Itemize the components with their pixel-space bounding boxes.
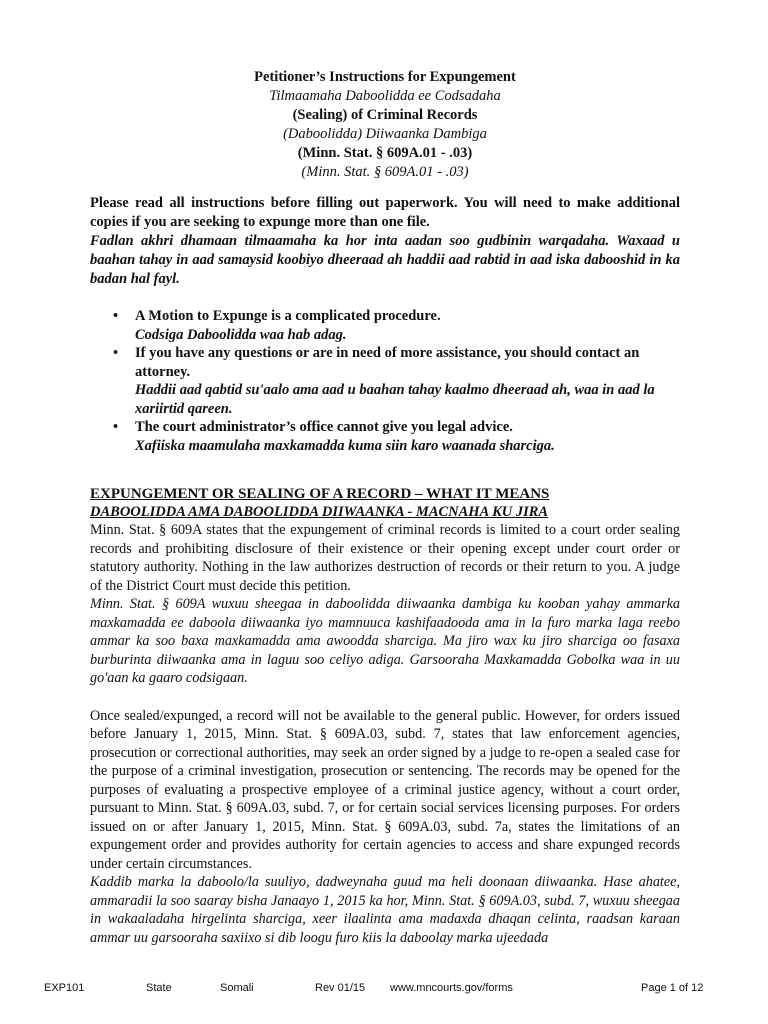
footer-url[interactable]: www.mncourts.gov/forms xyxy=(390,982,513,994)
bullet-english: A Motion to Expunge is a complicated procedure. xyxy=(135,308,441,324)
footer-revision: Rev 01/15 xyxy=(315,982,366,994)
instruction-bullets xyxy=(90,307,680,455)
subtitle-somali: (Daboolidda) Diiwaanka Dambiga xyxy=(283,126,487,142)
section-title-somali: DABOOLIDDA AMA DABOOLIDDA DIIWAANKA - MACNAHA KU JIRA xyxy=(90,504,549,520)
footer-state: State xyxy=(146,982,172,994)
footer-language: Somali xyxy=(220,982,254,994)
intro-paragraph xyxy=(90,194,680,289)
bullet-item xyxy=(113,344,680,418)
footer-form-code: EXP101 xyxy=(44,982,85,994)
title-english: Petitioner’s Instructions for Expungement xyxy=(254,69,516,85)
bullet-item xyxy=(113,307,680,344)
bullet-icon: • xyxy=(113,345,119,361)
bullet-icon: • xyxy=(113,419,119,435)
paragraph-1-english: Minn. Stat. § 609A states that the expungement of criminal records is limited to a court order sealing records and prohibiting disclosure of their existence or their opening except under court order or statutory authority. Nothing in the law authorizes destruction of records or their return to you. A judge of the District Court must decide this petition. xyxy=(90,522,680,594)
section-title-english: EXPUNGEMENT OR SEALING OF A RECORD – WHAT IT MEANS xyxy=(90,486,550,502)
statute-somali: (Minn. Stat. § 609A.01 - .03) xyxy=(301,164,469,180)
document-page xyxy=(90,68,680,947)
intro-somali: Fadlan akhri dhamaan tilmaamaha ka hor inta aadan soo gudbinin warqadaha. Waxaad u baahan tahay in aad samaysid koobiyo dheeraad ah haddii aad rabtid in aad iska dabooshid in ka badan hal fayl. xyxy=(90,233,680,287)
page-footer xyxy=(0,982,768,1002)
bullet-english: If you have any questions or are in need of more assistance, you should contact an attorney. xyxy=(135,345,640,380)
footer-page-number: Page 1 of 12 xyxy=(641,982,704,994)
subtitle-english: (Sealing) of Criminal Records xyxy=(292,107,478,123)
bullet-somali: Codsiga Daboolidda waa hab adag. xyxy=(135,326,347,343)
bullet-item xyxy=(113,418,680,455)
intro-english: Please read all instructions before filling out paperwork. You will need to make additional copies if you are seeking to expunge more than one file. xyxy=(90,195,680,230)
bullet-somali: Haddii aad qabtid su'aalo ama aad u baahan tahay kaalmo dheeraad ah, waa in aad la xariirtid qareen. xyxy=(135,382,655,417)
document-header xyxy=(90,68,680,182)
paragraph-spacer xyxy=(90,688,680,707)
paragraph-2-somali: Kaddib marka la daboolo/la suuliyo, dadweynaha guud ma heli doonaan diiwaanka. Hase ahatee, ammaradii la soo saaray bisha Janaayo 1, 2015 ka hor, Minn. Stat. § 609A.03, subd. 7, wuxuu sheegaa in wakaaladaha hirgelinta sharciga, xeer ilaalinta ama madaxda dhaqan celinta, raadsan karaan ammar uu garsooraha saxiixo si dib loogu furo kiis la daboolay marka ujeedada xyxy=(90,874,680,946)
paragraph-2-english: Once sealed/expunged, a record will not be available to the general public. However, for orders issued before January 1, 2015, Minn. Stat. § 609A.03, subd. 7, states that law enforcement agencies, prosecution or correctional authorities, may seek an order signed by a judge to re-open a sealed case for the purpose of a criminal investigation, prosecution or sentencing. The records may be opened for the purposes of evaluating a prospective employee of a criminal justice agency, without a court order, pursuant to Minn. Stat. § 609A.03, subd. 7, or for certain social services licensing purposes. For orders issued on or after January 1, 2015, Minn. Stat. § 609A.03, subd. 7a, states the limitations of an expungement order and provides authority for certain agencies to access and share expunged records under certain circumstances. xyxy=(90,707,680,872)
paragraph-1-somali: Minn. Stat. § 609A wuxuu sheegaa in daboolidda diiwaanka dambiga ku kooban yahay ammarka maxkamadda ee daboola diiwaanka iyo mamnuuca kashifaadooda ama in la furo marka laga reebo ammar ka soo baxa maxkamadda ama awoodda sharciga. Ma jiro wax ku jiro sharciga oo fasaxa burburinta diiwaanka ama in laguu soo celiyo adiga. Garsooraha Maxkamadda Gobolka waa in uu go'aan ka gaaro codsigaan. xyxy=(90,596,680,686)
bullet-icon: • xyxy=(113,308,119,324)
statute-english: (Minn. Stat. § 609A.01 - .03) xyxy=(297,145,473,161)
bullet-somali: Xafiiska maamulaha maxkamadda kuma siin karo waanada sharciga. xyxy=(135,437,555,454)
title-somali: Tilmaamaha Daboolidda ee Codsadaha xyxy=(269,88,501,104)
bullet-english: The court administrator’s office cannot give you legal advice. xyxy=(135,419,513,435)
